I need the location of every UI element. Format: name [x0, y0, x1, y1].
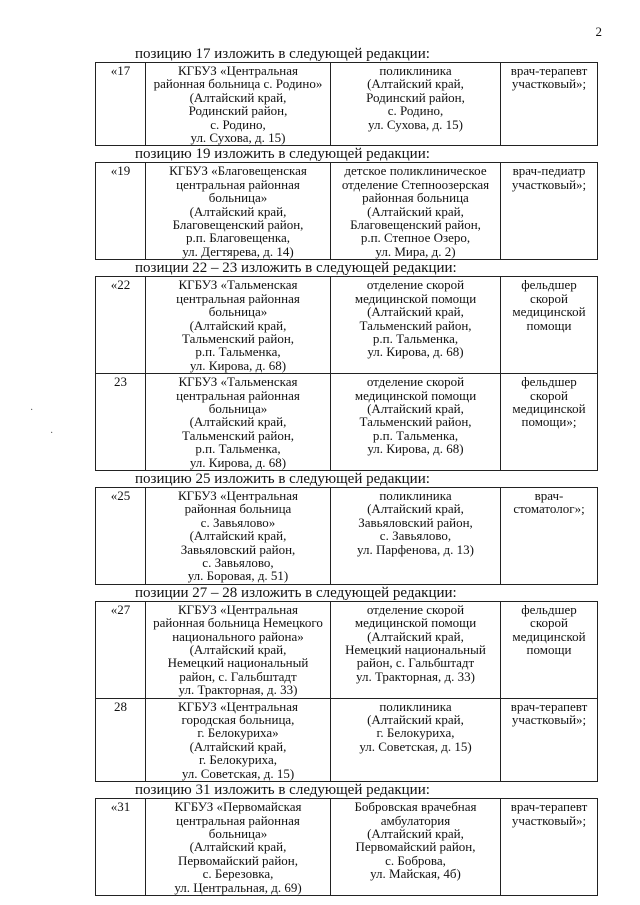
unit-line: отделение Степноозерская [341, 176, 490, 192]
organization-line: (Алтайский край, [189, 738, 287, 754]
job-position-line: медицинской [512, 304, 586, 320]
organization-line: ул. Центральная, д. 69) [174, 879, 302, 895]
unit-line: ул. Сухова, д. 15) [368, 116, 463, 132]
job-position-line: врач- [534, 487, 564, 503]
position-number: «27 [110, 601, 131, 617]
section-heading: позицию 19 изложить в следующей редакции: [135, 146, 430, 163]
organization-cell [146, 601, 331, 698]
organization-line: ул. Боровая, д. 51) [187, 568, 289, 584]
job-position-line: помощи [526, 317, 572, 333]
table-row [96, 163, 598, 260]
organization-line: Завьяловский район, [180, 541, 296, 557]
job-position-line: участковый»; [511, 176, 587, 192]
unit-cell [331, 63, 501, 146]
organization-line: г. Белокуриха» [197, 725, 279, 741]
organization-line: Первомайский район, [177, 852, 298, 868]
job-position-cell [501, 601, 598, 698]
table-row [96, 63, 598, 146]
organization-line: (Алтайский край, [189, 89, 287, 105]
unit-line: амбулатория [380, 812, 451, 828]
organization-line: с. Березовка, [202, 866, 274, 882]
unit-line: медицинской помощи [354, 615, 477, 631]
organization-line: с. Завьялово, [202, 555, 274, 570]
unit-line: ул. Кирова, д. 68) [367, 441, 464, 457]
job-position-line: медицинской [512, 628, 586, 644]
organization-line: (Алтайский край, [189, 414, 287, 430]
unit-line: (Алтайский край, [367, 628, 464, 644]
organization-line: Тальменский район, [181, 330, 295, 346]
job-position-line: врач-терапевт [510, 63, 588, 78]
job-position-line: врач-педиатр [512, 163, 586, 179]
unit-line: с. Родино, [387, 103, 444, 119]
organization-line: район, с. Гальбштадт [179, 668, 297, 684]
unit-cell [331, 601, 501, 698]
organization-line: больница» [208, 825, 268, 841]
organization-line: (Алтайский край, [189, 839, 287, 855]
organization-cell [146, 374, 331, 471]
unit-line: Благовещенский район, [350, 217, 481, 233]
unit-line: район, с. Гальбштадт [356, 655, 475, 671]
positions-table [95, 62, 598, 146]
organization-line: (Алтайский край, [189, 317, 287, 333]
position-number-cell [96, 698, 146, 781]
unit-line: Тальменский район, [359, 414, 472, 430]
section-heading: позицию 31 изложить в следующей редакции: [135, 782, 430, 799]
organization-cell [146, 799, 331, 896]
unit-cell [331, 698, 501, 781]
position-number-cell [96, 799, 146, 896]
job-position-line: фельдшер [521, 374, 577, 390]
job-position-line: участковый»; [511, 812, 587, 828]
organization-line: Благовещенский район, [172, 217, 304, 233]
table-row [96, 698, 598, 781]
job-position-line: помощи»; [521, 414, 577, 430]
unit-line: г. Белокуриха, [376, 725, 455, 741]
page-number: 2 [595, 24, 602, 39]
section-heading: позиции 27 – 28 изложить в следующей редакции: [135, 584, 457, 601]
unit-line: р.п. Степное Озеро, [360, 230, 471, 246]
organization-line: ул. Тракторная, д. 33) [178, 682, 298, 698]
unit-line: поликлиника [379, 63, 452, 78]
unit-line: ул. Парфенова, д. 13) [357, 541, 474, 557]
position-number: 28 [114, 698, 127, 714]
job-position-line: фельдшер [521, 601, 577, 617]
organization-line: КГБУЗ «Благовещенская [169, 163, 307, 179]
job-position-cell [501, 374, 598, 471]
unit-line: р.п. Тальменка, [372, 427, 459, 443]
position-number: «19 [110, 163, 131, 179]
scan-speck: · [50, 428, 54, 439]
job-position-cell [501, 163, 598, 260]
unit-line: с. Боброва, [385, 852, 446, 868]
organization-line: КГБУЗ «Тальменская [178, 277, 298, 293]
organization-line: КГБУЗ «Первомайская [174, 799, 302, 815]
unit-line: Первомайский район, [355, 839, 476, 855]
organization-line: больница» [208, 304, 268, 320]
unit-cell [331, 487, 501, 584]
unit-line: (Алтайский край, [367, 203, 464, 219]
unit-cell [331, 277, 501, 374]
organization-line: (Алтайский край, [189, 203, 287, 219]
unit-line: детское поликлиническое [344, 163, 487, 179]
positions-table [95, 601, 598, 782]
organization-line: ул. Кирова, д. 68) [189, 357, 287, 373]
position-number-cell [96, 601, 146, 698]
unit-line: (Алтайский край, [367, 825, 464, 841]
table-row [96, 799, 598, 896]
unit-line: р.п. Тальменка, [372, 330, 459, 346]
unit-line: ул. Тракторная, д. 33) [356, 668, 475, 684]
organization-line: р.п. Тальменка, [195, 441, 281, 457]
organization-line: КГБУЗ «Тальменская [178, 374, 298, 390]
position-number: «31 [110, 799, 131, 815]
unit-line: поликлиника [379, 487, 452, 503]
organization-line: с. Завьялово» [200, 514, 276, 530]
positions-table [95, 798, 598, 896]
organization-line: городская больница, [181, 712, 295, 728]
organization-line: г. Белокуриха, [198, 752, 278, 768]
organization-line: районная больница Немецкого [153, 615, 323, 631]
position-number-cell [96, 487, 146, 584]
position-number: 23 [114, 374, 127, 390]
position-number: «17 [110, 63, 131, 78]
organization-line: ул. Советская, д. 15) [181, 765, 295, 781]
organization-line: больница» [208, 190, 268, 206]
job-position-cell [501, 487, 598, 584]
job-position-line: фельдшер [521, 277, 577, 293]
organization-line: центральная районная [176, 290, 300, 306]
unit-line: (Алтайский край, [367, 304, 464, 320]
organization-line: ул. Кирова, д. 68) [189, 454, 287, 470]
unit-line: Завьяловский район, [358, 514, 473, 530]
positions-table [95, 276, 598, 471]
unit-line: ул. Советская, д. 15) [359, 738, 472, 754]
table-row [96, 487, 598, 584]
unit-line: ул. Кирова, д. 68) [367, 344, 464, 360]
unit-line: отделение скорой [366, 601, 465, 617]
position-number-cell [96, 63, 146, 146]
job-position-line: медицинской [512, 400, 586, 416]
job-position-line: скорой [530, 387, 568, 403]
unit-line: медицинской помощи [354, 387, 477, 403]
unit-line: с. Завьялово, [379, 528, 452, 544]
organization-line: районная больница с. Родино» [153, 76, 323, 92]
table-row [96, 277, 598, 374]
organization-line: (Алтайский край, [189, 642, 287, 658]
position-number-cell [96, 277, 146, 374]
unit-line: поликлиника [379, 698, 452, 714]
job-position-cell [501, 698, 598, 781]
organization-line: Родинский район, [188, 103, 288, 119]
unit-line: отделение скорой [366, 277, 465, 293]
organization-line: с. Родино, [210, 116, 266, 132]
organization-line: центральная районная [176, 812, 300, 828]
section-heading: позицию 17 изложить в следующей редакции: [135, 46, 430, 62]
organization-cell [146, 163, 331, 260]
organization-line: национального района» [172, 628, 304, 644]
organization-cell [146, 277, 331, 374]
job-position-line: врач-терапевт [510, 799, 588, 815]
positions-table [95, 162, 598, 260]
job-position-line: стоматолог»; [513, 501, 585, 517]
job-position-cell [501, 63, 598, 146]
organization-line: р.п. Благовещенка, [186, 230, 290, 246]
positions-table [95, 487, 598, 585]
organization-line: центральная районная [176, 387, 300, 403]
organization-line: центральная районная [176, 176, 300, 192]
unit-cell [331, 163, 501, 260]
unit-line: (Алтайский край, [367, 400, 464, 416]
unit-line: районная больница [362, 190, 469, 206]
table-row [96, 374, 598, 471]
section-heading: позицию 25 изложить в следующей редакции: [135, 470, 430, 487]
organization-line: КГБУЗ «Центральная [178, 698, 298, 714]
position-number: «25 [110, 487, 131, 503]
job-position-line: участковый»; [511, 712, 587, 728]
unit-line: отделение скорой [366, 374, 465, 390]
position-number-cell [96, 163, 146, 260]
organization-line: (Алтайский край, [189, 528, 287, 544]
organization-cell [146, 487, 331, 584]
job-position-line: скорой [530, 290, 568, 306]
document-body [95, 46, 597, 896]
organization-cell [146, 63, 331, 146]
organization-line: КГБУЗ «Центральная [178, 487, 298, 503]
organization-cell [146, 698, 331, 781]
organization-line: ул. Дегтярева, д. 14) [182, 243, 294, 259]
job-position-cell [501, 277, 598, 374]
position-number: «22 [110, 277, 131, 293]
table-row [96, 601, 598, 698]
unit-line: Родинский район, [366, 89, 465, 105]
organization-line: р.п. Тальменка, [195, 344, 281, 360]
job-position-line: участковый»; [511, 76, 587, 92]
section-heading: позиции 22 – 23 изложить в следующей редакции: [135, 260, 457, 277]
unit-cell [331, 799, 501, 896]
organization-line: больница» [208, 400, 268, 416]
unit-line: (Алтайский край, [367, 501, 464, 517]
position-number-cell [96, 374, 146, 471]
organization-line: Тальменский район, [181, 427, 295, 443]
unit-line: ул. Мира, д. 2) [375, 243, 456, 259]
organization-line: КГБУЗ «Центральная [178, 63, 298, 78]
unit-line: Тальменский район, [359, 317, 472, 333]
unit-line: ул. Майская, 4б) [370, 866, 461, 882]
organization-line: районная больница [184, 501, 292, 517]
unit-line: (Алтайский край, [367, 712, 464, 728]
job-position-line: врач-терапевт [510, 698, 588, 714]
scan-speck: · [30, 405, 34, 416]
unit-line: Немецкий национальный [345, 642, 486, 658]
job-position-line: скорой [530, 615, 568, 631]
organization-line: ул. Сухова, д. 15) [190, 130, 286, 146]
unit-line: Бобровская врачебная [354, 799, 477, 815]
organization-line: Немецкий национальный [167, 655, 309, 671]
job-position-line: помощи [526, 642, 572, 658]
job-position-cell [501, 799, 598, 896]
unit-line: медицинской помощи [354, 290, 477, 306]
unit-line: (Алтайский край, [367, 76, 464, 92]
unit-cell [331, 374, 501, 471]
organization-line: КГБУЗ «Центральная [178, 601, 298, 617]
